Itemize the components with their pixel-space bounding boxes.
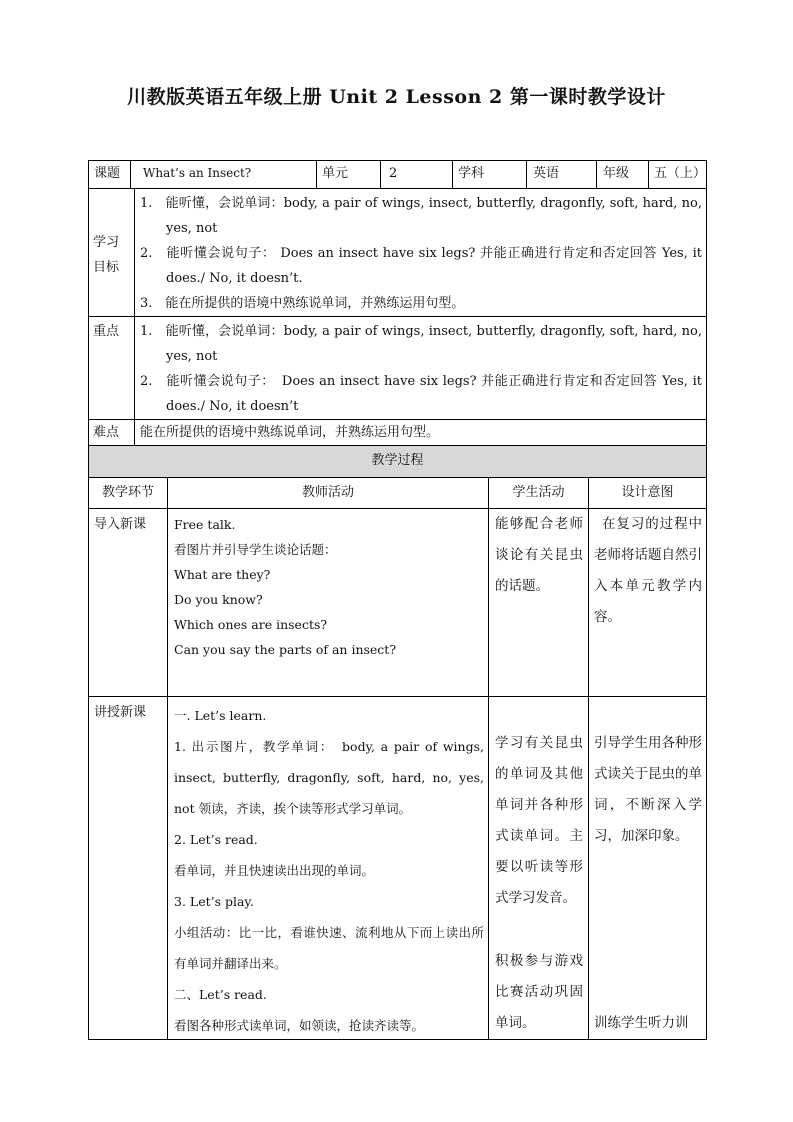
student-activity: 能够配合老师谈论有关昆虫的话题。: [495, 516, 583, 594]
column-header-teacher: 教师活动: [301, 485, 354, 500]
key-point-item: 1. 能听懂，会说单词：body, a pair of wings, insect, butterfly, dragonfly, soft, hard, no, yes, not: [140, 324, 702, 364]
stage-label: 导入新课: [94, 517, 147, 532]
unit-label: 单元: [322, 166, 349, 181]
objective-item: 2. 能听懂会说句子： Does an insect have six legs? 并能正确进行肯定和否定回答 Yes, it does./ No, it doesn’t.: [140, 246, 702, 286]
objectives-list: [140, 191, 702, 315]
objective-item: 3. 能在所提供的语境中熟练说单词，并熟练运用句型。: [140, 296, 465, 311]
subject-label: 学科: [458, 166, 485, 181]
design-intent: 引导学生用各种形式读关于昆虫的单词，不断深入学习，加深印象。: [594, 735, 702, 844]
grade-label: 年级: [603, 166, 630, 181]
stage-label: 讲授新课: [94, 705, 147, 720]
objectives-label: 学习 目标: [93, 235, 120, 275]
student-activity: 积极参与游戏比赛活动巩固单词。: [495, 953, 583, 1031]
design-intent: 训练学生听力训: [594, 1015, 689, 1031]
teacher-activity: Free talk. 看图片并引导学生谈论话题： What are they? Do you know? Which ones are insects? Can you say the parts of an insect?: [174, 517, 397, 657]
difficulty-text: 能在所提供的语境中熟练说单词，并熟练运用句型。: [140, 425, 440, 440]
key-point-item: 2. 能听懂会说句子： Does an insect have six legs? 并能正确进行肯定和否定回答 Yes, it does./ No, it doesn’t: [140, 374, 702, 414]
page-title: 川教版英语五年级上册 Unit 2 Lesson 2 第一课时教学设计: [127, 86, 666, 108]
student-activity: 学习有关昆虫的单词及其他单词并各种形式读单词。主要以听读等形式学习发音。: [495, 735, 583, 906]
teacher-activity: 一. Let’s learn. 1. 出示图片，教学单词： body, a pair of wings, insect, butterfly, dragonfly, soft, hard, no, yes, not 领读，齐读，挨个读等形式学习单词。 2. Let’s read. 看单词，并且快速读出出现的单词。 3. Let’s play. 小组活动：比一比，看谁快速、流利地从下而上读出所有单词并翻译出来。 二、Let’s read. 看图各种形式读单词，如领读，抢读齐读等。: [174, 708, 484, 1033]
key-points-list: [140, 319, 702, 419]
design-intent: 在复习的过程中老师将话题自然引入本单元教学内容。: [594, 516, 702, 625]
objective-item: 1. 能听懂，会说单词：body, a pair of wings, insect, butterfly, dragonfly, soft, hard, no, yes, not: [140, 196, 702, 236]
column-header-stage: 教学环节: [101, 485, 154, 500]
key-points-label: 重点: [93, 324, 120, 339]
grade-value: 五（上）: [654, 166, 706, 181]
unit-value: 2: [389, 166, 398, 181]
difficulty-label: 难点: [93, 425, 120, 440]
topic-value: What’s an Insect?: [143, 166, 252, 180]
column-header-student: 学生活动: [512, 485, 565, 500]
column-header-intent: 设计意图: [621, 485, 674, 500]
topic-label: 课题: [94, 166, 121, 181]
process-heading: 教学过程: [371, 453, 424, 468]
subject-value: 英语: [533, 166, 560, 181]
